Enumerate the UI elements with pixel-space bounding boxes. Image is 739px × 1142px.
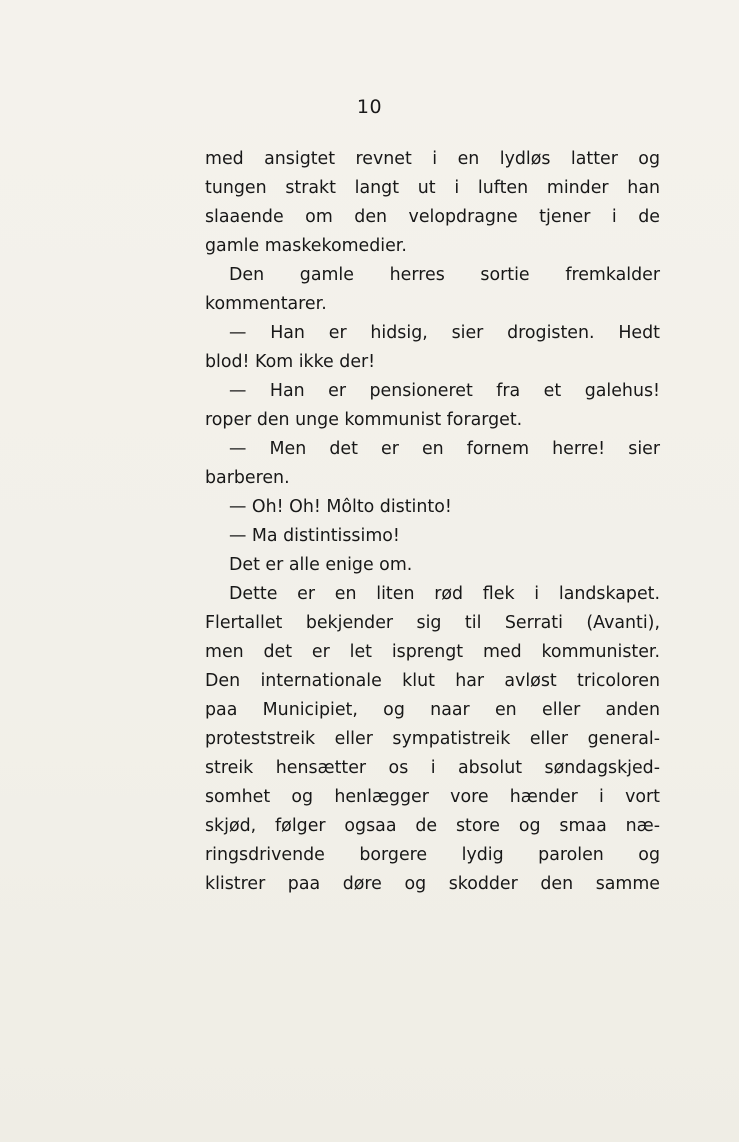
text-line: roper den unge kommunist forarget. — [205, 410, 523, 430]
text-line: Dette er en liten rød flek i landskapet. — [229, 584, 660, 604]
text-line: Flertallet bekjender sig til Serrati (Avanti), — [205, 613, 660, 633]
text-line: — Ma distintissimo! — [229, 526, 400, 546]
text-line: proteststreik eller sympatistreik eller general- — [205, 729, 660, 749]
text-line: men det er let isprengt med kommunister. — [205, 642, 660, 662]
text-line: — Han er pensioneret fra et galehus! — [229, 381, 660, 401]
body-text — [205, 145, 660, 899]
text-line: gamle maskekomedier. — [205, 236, 407, 256]
text-line: Den internationale klut har avløst tricoloren — [205, 671, 660, 691]
text-line: slaaende om den velopdragne tjener i de — [205, 207, 660, 227]
text-line: barberen. — [205, 468, 290, 488]
text-line: tungen strakt langt ut i luften minder han — [205, 178, 660, 198]
text-line: Det er alle enige om. — [229, 555, 413, 575]
text-line: paa Municipiet, og naar en eller anden — [205, 700, 660, 720]
text-line: Den gamle herres sortie fremkalder — [229, 265, 660, 285]
text-line: skjød, følger ogsaa de store og smaa næ- — [205, 816, 660, 836]
text-line: blod! Kom ikke der! — [205, 352, 376, 372]
text-line: somhet og henlægger vore hænder i vort — [205, 787, 660, 807]
page-number: 10 — [356, 96, 383, 118]
text-line: — Han er hidsig, sier drogisten. Hedt — [229, 323, 660, 343]
text-line: — Oh! Oh! Môlto distinto! — [229, 497, 452, 517]
text-line: — Men det er en fornem herre! sier — [229, 439, 660, 459]
text-line: kommentarer. — [205, 294, 327, 314]
text-line: med ansigtet revnet i en lydløs latter og — [205, 149, 660, 169]
text-line: klistrer paa døre og skodder den samme — [205, 874, 660, 894]
text-line: ringsdrivende borgere lydig parolen og — [205, 845, 660, 865]
text-line: streik hensætter os i absolut søndagskjed- — [205, 758, 660, 778]
